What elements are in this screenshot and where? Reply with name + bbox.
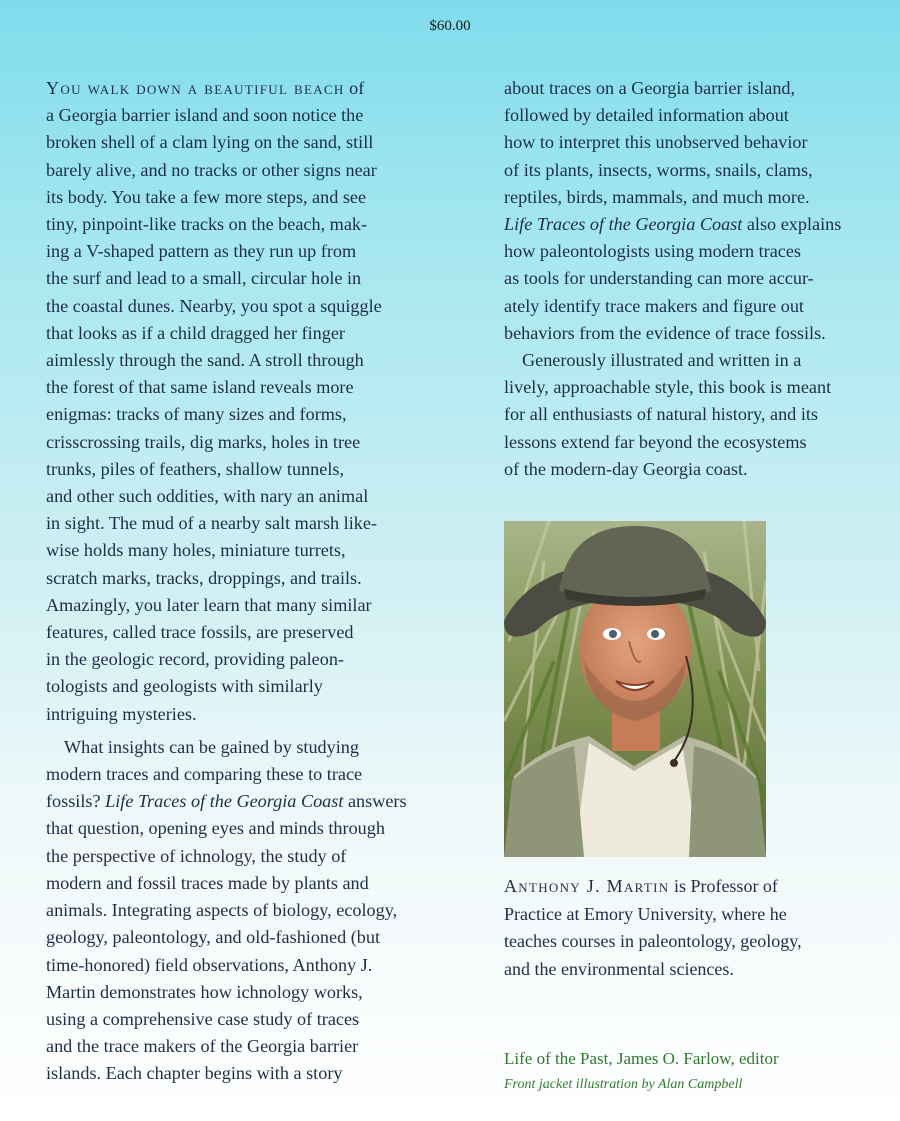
author-name: Anthony J. Martin — [504, 876, 670, 896]
price-label: $60.00 — [429, 18, 471, 34]
text-line: Anthony J. Martin is Professor of — [504, 876, 778, 896]
series-line: Life of the Past, James O. Farlow, editor — [504, 1049, 779, 1068]
book-title: Life Traces of the Georgia Coast — [105, 791, 344, 812]
text-line: about traces on a Georgia barrier island, — [504, 78, 796, 98]
text-line: followed by detailed information about — [504, 105, 789, 126]
text-line: enigmas: tracks of many sizes and forms, — [46, 404, 347, 425]
text-line: ately identify trace makers and figure out — [504, 295, 804, 316]
text-line: as tools for understanding can more accur- — [504, 268, 814, 289]
author-photo — [504, 521, 766, 857]
text-line: the coastal dunes. Nearby, you spot a squiggle — [46, 295, 382, 316]
text-line: how to interpret this unobserved behavior — [504, 132, 808, 153]
text-line: of the modern-day Georgia coast. — [504, 458, 748, 479]
text-line: barely alive, and no tracks or other signs near — [46, 159, 377, 180]
text-line: that question, opening eyes and minds through — [46, 818, 385, 839]
text-line: using a comprehensive case study of traces — [46, 1008, 360, 1029]
text-line: lively, approachable style, this book is meant — [504, 377, 832, 398]
text-line: reptiles, birds, mammals, and much more. — [504, 186, 810, 207]
intro-paragraph — [46, 75, 426, 728]
text-line: the perspective of ichnology, the study of — [46, 845, 347, 866]
text-line: and the environmental sciences. — [504, 958, 734, 979]
text-line: aimlessly through the sand. A stroll through — [46, 350, 364, 371]
continuation-paragraph — [504, 75, 864, 347]
text-line: lessons extend far beyond the ecosystems — [504, 431, 807, 452]
text-line: trunks, piles of feathers, shallow tunnels, — [46, 458, 345, 479]
text-line: tiny, pinpoint-like tracks on the beach, mak- — [46, 214, 368, 235]
author-bio — [504, 873, 864, 983]
text-line: its body. You take a few more steps, and see — [46, 186, 367, 207]
text-line: ing a V-shaped pattern as they run up from — [46, 241, 357, 262]
text-line: time-honored) field observations, Anthony J. — [46, 954, 373, 975]
text-line: crisscrossing trails, dig marks, holes in tree — [46, 431, 361, 452]
text-line: for all enthusiasts of natural history, and its — [504, 404, 819, 425]
text-line: Generously illustrated and written in a — [522, 350, 802, 371]
text-line: intriguing mysteries. — [46, 703, 197, 724]
text-line: the forest of that same island reveals more — [46, 377, 354, 398]
text-line: teaches courses in paleontology, geology, — [504, 931, 802, 951]
text-line: animals. Integrating aspects of biology, ecology, — [46, 900, 398, 921]
text-line: modern traces and comparing these to trace — [46, 764, 363, 785]
text-line: of its plants, insects, worms, snails, clams, — [504, 159, 813, 180]
lead-in-smallcaps: You walk down a beautiful beach — [46, 78, 345, 98]
text-line: the surf and lead to a small, circular hole in — [46, 268, 362, 289]
text-line: and other such oddities, with nary an animal — [46, 486, 369, 507]
text-line: geology, paleontology, and old-fashioned (but — [46, 927, 381, 948]
text-line: Martin demonstrates how ichnology works, — [46, 981, 363, 1002]
text-line: broken shell of a clam lying on the sand, still — [46, 132, 374, 153]
text-line: modern and fossil traces made by plants and — [46, 872, 369, 893]
text-line: behaviors from the evidence of trace fossils. — [504, 322, 826, 343]
text-line: how paleontologists using modern traces — [504, 241, 802, 262]
text-line: What insights can be gained by studying — [64, 736, 359, 757]
text-line: You walk down a beautiful beach of — [46, 78, 365, 98]
insights-paragraph — [46, 734, 426, 1088]
style-paragraph — [504, 347, 864, 483]
text-line: fossils? Life Traces of the Georgia Coast answers — [46, 791, 407, 812]
text-line: scratch marks, tracks, droppings, and trails. — [46, 567, 362, 588]
text-line: Amazingly, you later learn that many similar — [46, 594, 372, 615]
text-line: features, called trace fossils, are preserved — [46, 622, 354, 643]
text-line: Life Traces of the Georgia Coast also explains — [504, 214, 842, 235]
text-line: in the geologic record, providing paleon- — [46, 649, 344, 670]
text-line: a Georgia barrier island and soon notice the — [46, 105, 364, 126]
right-column — [504, 75, 864, 483]
text-line: and the trace makers of the Georgia barrier — [46, 1036, 359, 1057]
text-line: that looks as if a child dragged her finger — [46, 322, 345, 343]
text-line: Practice at Emory University, where he — [504, 903, 787, 924]
text-line: tologists and geologists with similarly — [46, 676, 323, 697]
jacket-credit: Front jacket illustration by Alan Campbell — [504, 1077, 743, 1092]
text-line: islands. Each chapter begins with a story — [46, 1063, 343, 1084]
book-title: Life Traces of the Georgia Coast — [504, 214, 743, 235]
left-column — [46, 75, 426, 1088]
text-line: wise holds many holes, miniature turrets, — [46, 540, 346, 561]
text-line: in sight. The mud of a nearby salt marsh like- — [46, 513, 378, 534]
